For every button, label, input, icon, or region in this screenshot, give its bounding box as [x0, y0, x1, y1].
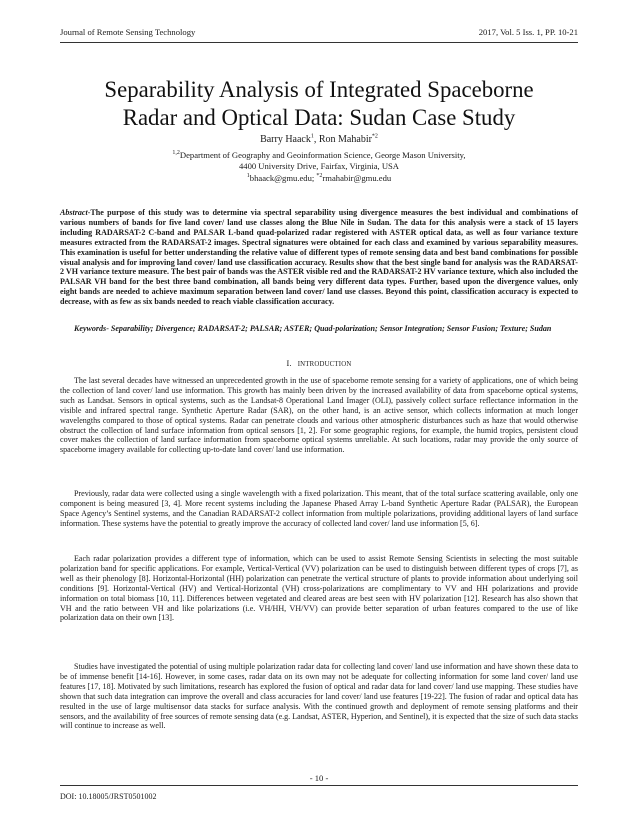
paragraph: Previously, radar data were collected using a single wavelength with a fixed polarization. This meant, that of the total surface scattering available, only one component is being measured [3, 4]. More recent systems including the Japanese Phased Array L-band Synthetic Aperture Radar (PALSAR), the European Space Agency’s Sentinel systems, and the Canadian RADARSAT-2 collect information from multiple polarizations, providing additional layers of land surface information. These systems have the potential to greatly improve the accuracy of collected land cover/ land use information [5, 6]. [60, 489, 578, 528]
affiliation-line-1: $^{1,2}$Department of Geography and Geoinformation Science, George Mason University, [172, 150, 466, 160]
journal-name: Journal of Remote Sensing Technology [60, 27, 196, 37]
title-line-2: Radar and Optical Data: Sudan Case Study [122, 105, 516, 130]
paper-title [40, 76, 598, 132]
author-1-sup: 1 [310, 133, 314, 140]
section-number: I. [286, 359, 292, 368]
abstract-text: The purpose of this study was to determine via spectral separability using divergence measures the best individual and combinations of various numbers of bands for five land cover/ land use classes along the Blue Nile in Sudan. The data for this analysis were a stack of 15 layers including RADARSAT-2 C-band and PALSAR L-band quad-polarized radar registered with ASTER optical data, as well as four variance texture measures extracted from the RADARSAT-2 images. Spectral signatures were obtained for each class and examined by various separability measures. This examination is useful for better understanding the relative value of different types of remote sensing data and best band combinations for possible visual analysis and for improving land cover/ land use classification accuracy. Results show that the best single band for analysis was the RADARSAT-2 VH variance texture measure. The best pair of bands was the ASTER visible red and the RADARSAT-2 HV variance texture, which also included the PALSAR VH band for the best three band combination, all bands being very different data types. Further, based upon the divergence values, only eight bands are needed to achieve maximum separation between land cover/ land use classes. Beyond this point, classification accuracy is expected to decrease, with as few as six bands needed to reach viable classification accuracy. [60, 208, 578, 307]
doi-text: DOI: 10.18005/JRST0501002 [60, 792, 157, 801]
issue-info: 2017, Vol. 5 Iss. 1, PP. 10-21 [478, 27, 578, 37]
paragraph: Each radar polarization provides a different type of information, which can be used to assist Remote Sensing Scientists in selecting the most suitable polarization band for specific applications. For example, Vertical-Vertical (VV) polarization can be used to distinguish between different types of crops [7], as well as their phenology [8]. Horizontal-Horizontal (HH) polarization can penetrate the vertical structure of plants to provide information about underlying soil conditions [9]. Horizontal-Vertical (HV) and Vertical-Horizontal (VH) cross-polarizations are complimentary to VV and HH polarizations and provide information on total biomass [10, 11]. Differences between vegetated and cleared areas are best seen with HV polarization [12]. Research has also shown that VH and the ratio between VH and like polarizations (i.e. VH/HH, VH/VV) can provide better separation of urban features compared to the use of like polarization data on their own [13]. [60, 554, 578, 623]
author-2: Ron Mahabir [318, 134, 372, 145]
email-2: rmahabir@gmu.edu [322, 172, 392, 183]
keywords: Keywords- Separability; Divergence; RADARSAT-2; PALSAR; ASTER; Quad-polarization; Sensor Integration; Sensor Fusion; Texture; Sudan [74, 324, 552, 333]
page-number: - 10 - [309, 773, 329, 783]
abstract-label: Abstract- [60, 208, 91, 217]
title-line-1: Separability Analysis of Integrated Spaceborne [104, 77, 534, 102]
section-title: INTRODUCTION [297, 361, 352, 368]
email-1: bhaack@gmu.edu; [249, 172, 317, 183]
affiliation [40, 150, 598, 184]
footer-divider [60, 785, 578, 786]
section-heading [60, 358, 578, 370]
running-header [60, 27, 578, 43]
author-2-sup: *2 [371, 133, 378, 140]
author-list [40, 133, 598, 146]
abstract [60, 208, 578, 307]
paragraph: Studies have investigated the potential of using multiple polarization radar data for collecting land cover/ land use information and have shown these data to be of immense benefit [14-16]. However, in some cases, radar data on its own may not be adequate for collecting information for some land cover/ land use features [17, 18]. Motivated by such limitations, research has explored the fusion of optical and radar data for land cover/ land use mapping. These studies have shown that such data integration can improve the overall and class accuracies for land cover/ land use features [19-22]. The fusion of radar and optical data has resulted in the use of large multisensor data stacks for surface analysis. With the continued growth and deployment of remote sensing platforms and their sensors, and the availability of free sources of remote sensing data (e.g. Landsat, ASTER, Hyperion, and Sentinel), it is expected that the size of such data stacks will continue to increase as well. [60, 662, 578, 731]
affiliation-line-2: 4400 University Drive, Fairfax, Virginia, USA [238, 161, 400, 172]
affiliation-sup: 1,2 [172, 150, 180, 157]
paragraph: The last several decades have witnessed an unprecedented growth in the use of spaceborne remote sensing for a variety of applications, one of which being the collection of land cover/ land use information. This growth has mainly been driven by the increased availability of data from spaceborne optical systems, such as Landsat. Sensors in optical systems, such as the Landsat-8 Operational Land Imager (OLI), passively collect surface reflectance information in the visible and infrared spectral range. Synthetic Aperture Radar (SAR), on the other hand, is an active sensor, which collects information at much longer wavelengths compared to those of optical systems. Radar can penetrate clouds and various other atmospheric disturbances such as haze that would otherwise obstruct the collection of land surface information from optical sensors [1, 2]. For some geographic regions, for example, the humid tropics, persistent cloud cover makes the collection of land surface information from spaceborne optical systems unreliable. At such locations, radar may provide the only source of spaceborne imagery available for collecting up-to-date land cover/ land use information. [60, 376, 578, 455]
author-1: Barry Haack [260, 134, 311, 145]
author-separator: , [313, 134, 319, 145]
email-line: $^1$bhaack@gmu.edu; $^{*2}$rmahabir@gmu.edu [246, 172, 392, 183]
